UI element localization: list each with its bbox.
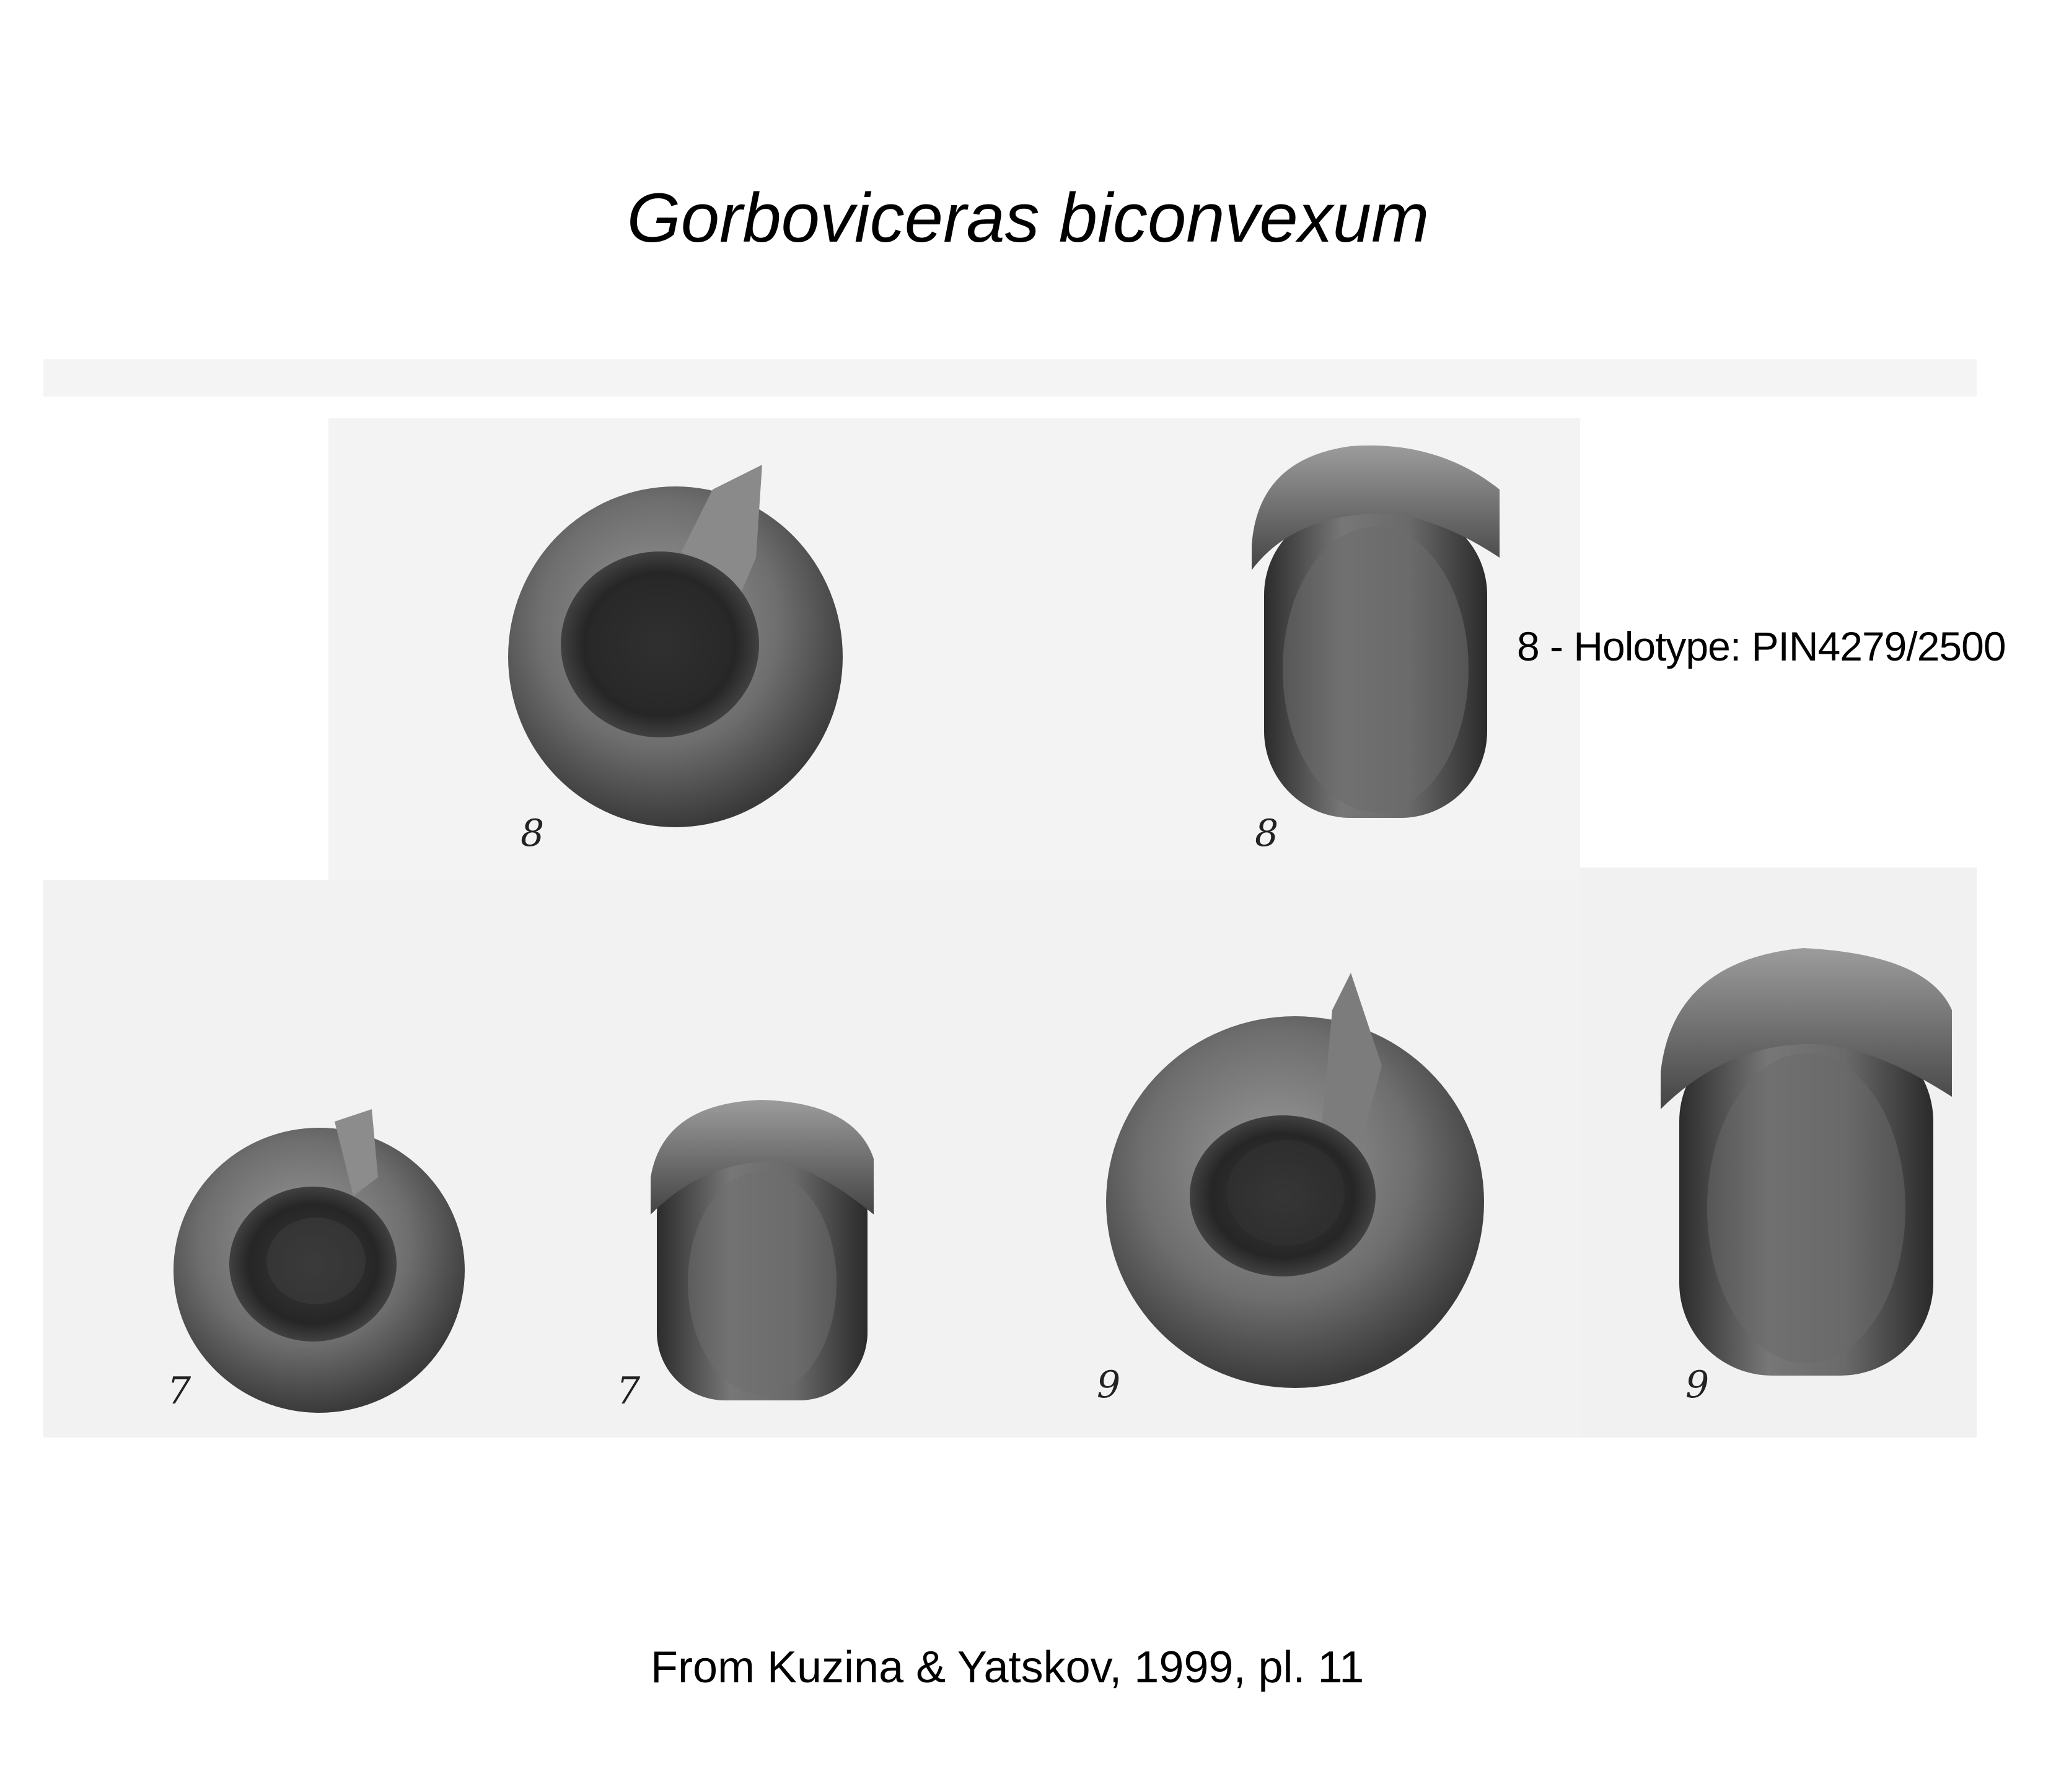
figure-number-9-ventral: 9 [1685, 1363, 1710, 1407]
figure-number-8-lateral: 8 [521, 812, 545, 855]
specimen-9-lateral [1097, 960, 1493, 1394]
specimen-9-ventral [1654, 936, 1958, 1382]
figure-number-7-ventral: 7 [617, 1369, 641, 1413]
specimen-7-ventral [644, 1091, 880, 1413]
specimen-8-ventral [1239, 434, 1512, 830]
figure-number-7-lateral: 7 [167, 1369, 191, 1413]
specimen-7-lateral [167, 1084, 471, 1419]
species-title: Gorboviceras biconvexum [626, 179, 1430, 257]
plate-background-stripe [43, 359, 1977, 397]
figure-number-8-ventral: 8 [1255, 812, 1279, 855]
specimen-8-lateral [496, 452, 855, 837]
holotype-label: 8 - Holotype: PIN4279/2500 [1517, 623, 2006, 669]
source-caption: From Kuzina & Yatskov, 1999, pl. 11 [651, 1643, 1364, 1692]
figure-number-9-lateral: 9 [1097, 1363, 1121, 1407]
